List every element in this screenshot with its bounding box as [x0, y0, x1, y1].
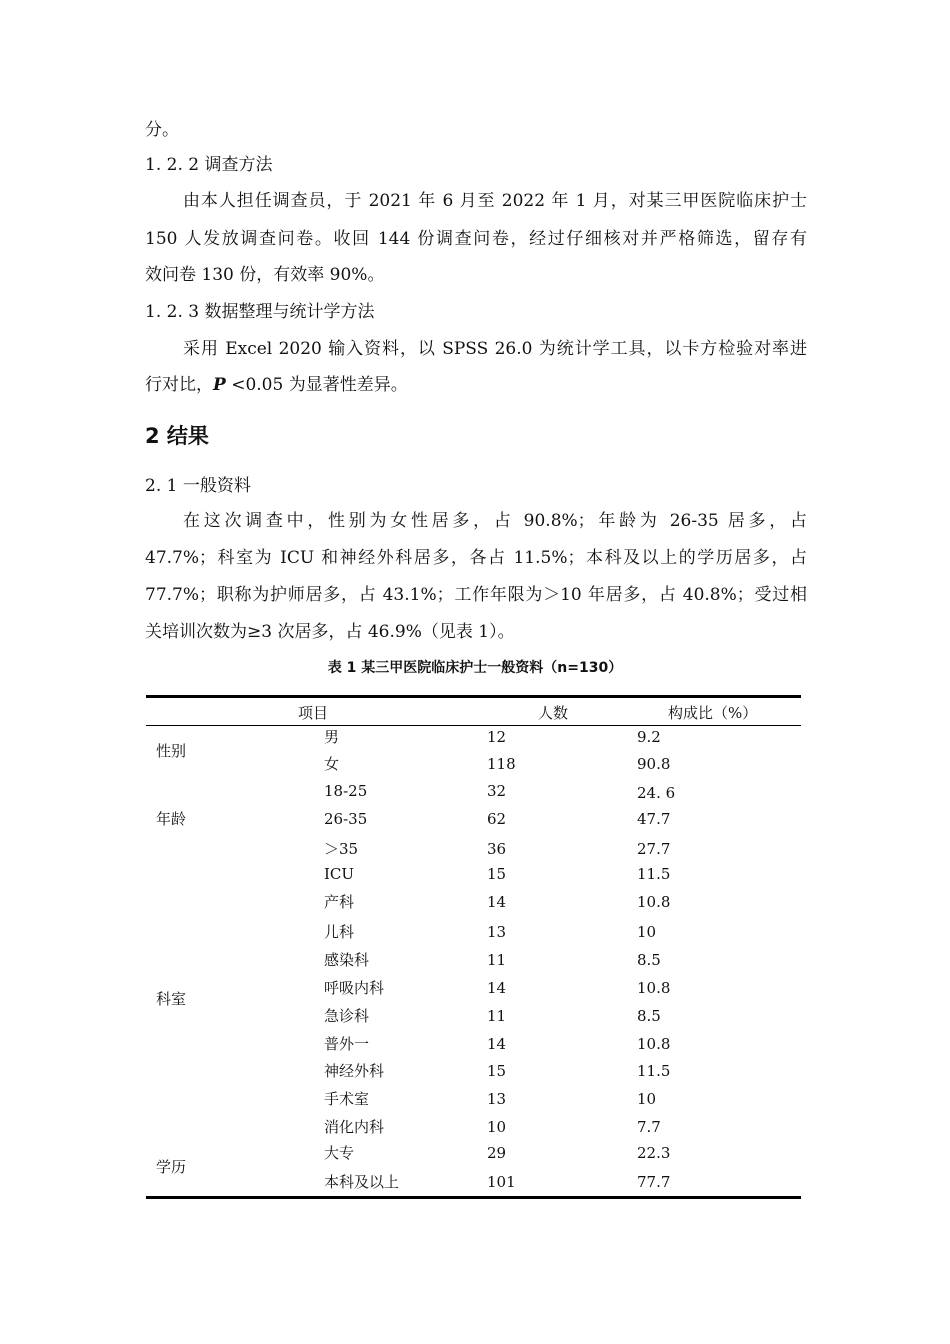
row-count: 29: [487, 1144, 507, 1162]
row-count: 13: [487, 1090, 507, 1108]
row-percent: 90.8: [637, 755, 671, 773]
paragraph-line: 77.7%；职称为护师居多，占 43.1%；工作年限为＞10 年居多，占 40.8%；受过相: [145, 585, 807, 605]
paragraph-line: 在这次调查中，性别为女性居多，占 90.8%；年龄为 26-35 居多，占: [183, 511, 807, 531]
row-percent: 11.5: [637, 865, 671, 883]
group-label-education: 学历: [156, 1158, 187, 1176]
section-heading-2-1: 2. 1 一般资料: [145, 476, 251, 496]
group-label-age: 年龄: [156, 810, 187, 828]
row-count: 12: [487, 728, 507, 746]
text-run: 行对比，: [145, 375, 213, 395]
row-count: 118: [487, 755, 516, 773]
p-value-symbol: P: [213, 375, 226, 395]
section-heading-1-2-3: 1. 2. 3 数据整理与统计学方法: [145, 302, 375, 322]
row-item: 手术室: [324, 1090, 370, 1108]
row-count: 14: [487, 893, 507, 911]
row-percent: 8.5: [637, 951, 661, 969]
table-caption: 表 1 某三甲医院临床护士一般资料（n=130）: [327, 660, 623, 676]
column-header-count: 人数: [538, 704, 569, 722]
row-count: 15: [487, 865, 507, 883]
row-item: 神经外科: [324, 1062, 385, 1080]
row-count: 11: [487, 1007, 507, 1025]
table-bottom-rule: [146, 1196, 801, 1199]
row-percent: 9.2: [637, 728, 661, 746]
row-count: 10: [487, 1118, 507, 1136]
row-item: ＞35: [324, 840, 359, 858]
row-count: 11: [487, 951, 507, 969]
row-count: 62: [487, 810, 507, 828]
column-header-item: 项目: [298, 704, 329, 722]
row-percent: 10.8: [637, 893, 671, 911]
paragraph-line: 关培训次数为≥3 次居多，占 46.9%（见表 1）。: [145, 622, 515, 642]
table-top-rule: [146, 695, 801, 698]
row-percent: 27.7: [637, 840, 671, 858]
row-percent: 10.8: [637, 979, 671, 997]
section-heading-2: 2 结果: [145, 424, 209, 448]
row-item: 女: [324, 755, 340, 773]
text-run: <0.05 为显著性差异。: [225, 375, 408, 395]
paragraph-line: 效问卷 130 份，有效率 90%。: [145, 265, 385, 285]
row-count: 36: [487, 840, 507, 858]
paragraph-line: 47.7%；科室为 ICU 和神经外科居多，各占 11.5%；本科及以上的学历居多，占: [145, 548, 807, 568]
row-percent: 77.7: [637, 1173, 671, 1191]
row-count: 14: [487, 1035, 507, 1053]
row-item: 儿科: [324, 923, 355, 941]
row-count: 13: [487, 923, 507, 941]
row-percent: 10: [637, 1090, 657, 1108]
column-header-percent: 构成比（%）: [668, 704, 758, 722]
table-header-rule: [146, 725, 801, 726]
row-percent: 8.5: [637, 1007, 661, 1025]
row-item: 大专: [324, 1144, 355, 1162]
row-count: 32: [487, 782, 507, 800]
section-heading-1-2-2: 1. 2. 2 调查方法: [145, 155, 273, 175]
row-percent: 10: [637, 923, 657, 941]
row-item: 男: [324, 728, 340, 746]
paragraph-line: 150 人发放调查问卷。收回 144 份调查问卷，经过仔细核对并严格筛选，留存有: [145, 229, 807, 249]
row-count: 101: [487, 1173, 516, 1191]
row-count: 14: [487, 979, 507, 997]
paragraph-line: [145, 373, 408, 397]
row-item: 本科及以上: [324, 1173, 400, 1191]
paragraph-line: 采用 Excel 2020 输入资料，以 SPSS 26.0 为统计学工具，以卡方检验对率进: [183, 339, 807, 359]
row-item: 感染科: [324, 951, 370, 969]
paragraph-line: 由本人担任调查员，于 2021 年 6 月至 2022 年 1 月，对某三甲医院临床护士: [183, 191, 807, 211]
row-percent: 11.5: [637, 1062, 671, 1080]
group-label-gender: 性别: [156, 742, 187, 760]
row-item: 消化内科: [324, 1118, 385, 1136]
row-item: 急诊科: [324, 1007, 370, 1025]
row-item: 26-35: [324, 810, 368, 828]
row-item: 产科: [324, 893, 355, 911]
group-label-department: 科室: [156, 990, 187, 1008]
row-item: ICU: [324, 865, 355, 883]
text-fragment: 分。: [145, 120, 179, 140]
row-percent: 22.3: [637, 1144, 671, 1162]
row-percent: 7.7: [637, 1118, 661, 1136]
row-item: 呼吸内科: [324, 979, 385, 997]
row-item: 普外一: [324, 1035, 370, 1053]
row-count: 15: [487, 1062, 507, 1080]
row-item: 18-25: [324, 782, 368, 800]
row-percent: 24. 6: [637, 784, 676, 802]
row-percent: 47.7: [637, 810, 671, 828]
row-percent: 10.8: [637, 1035, 671, 1053]
